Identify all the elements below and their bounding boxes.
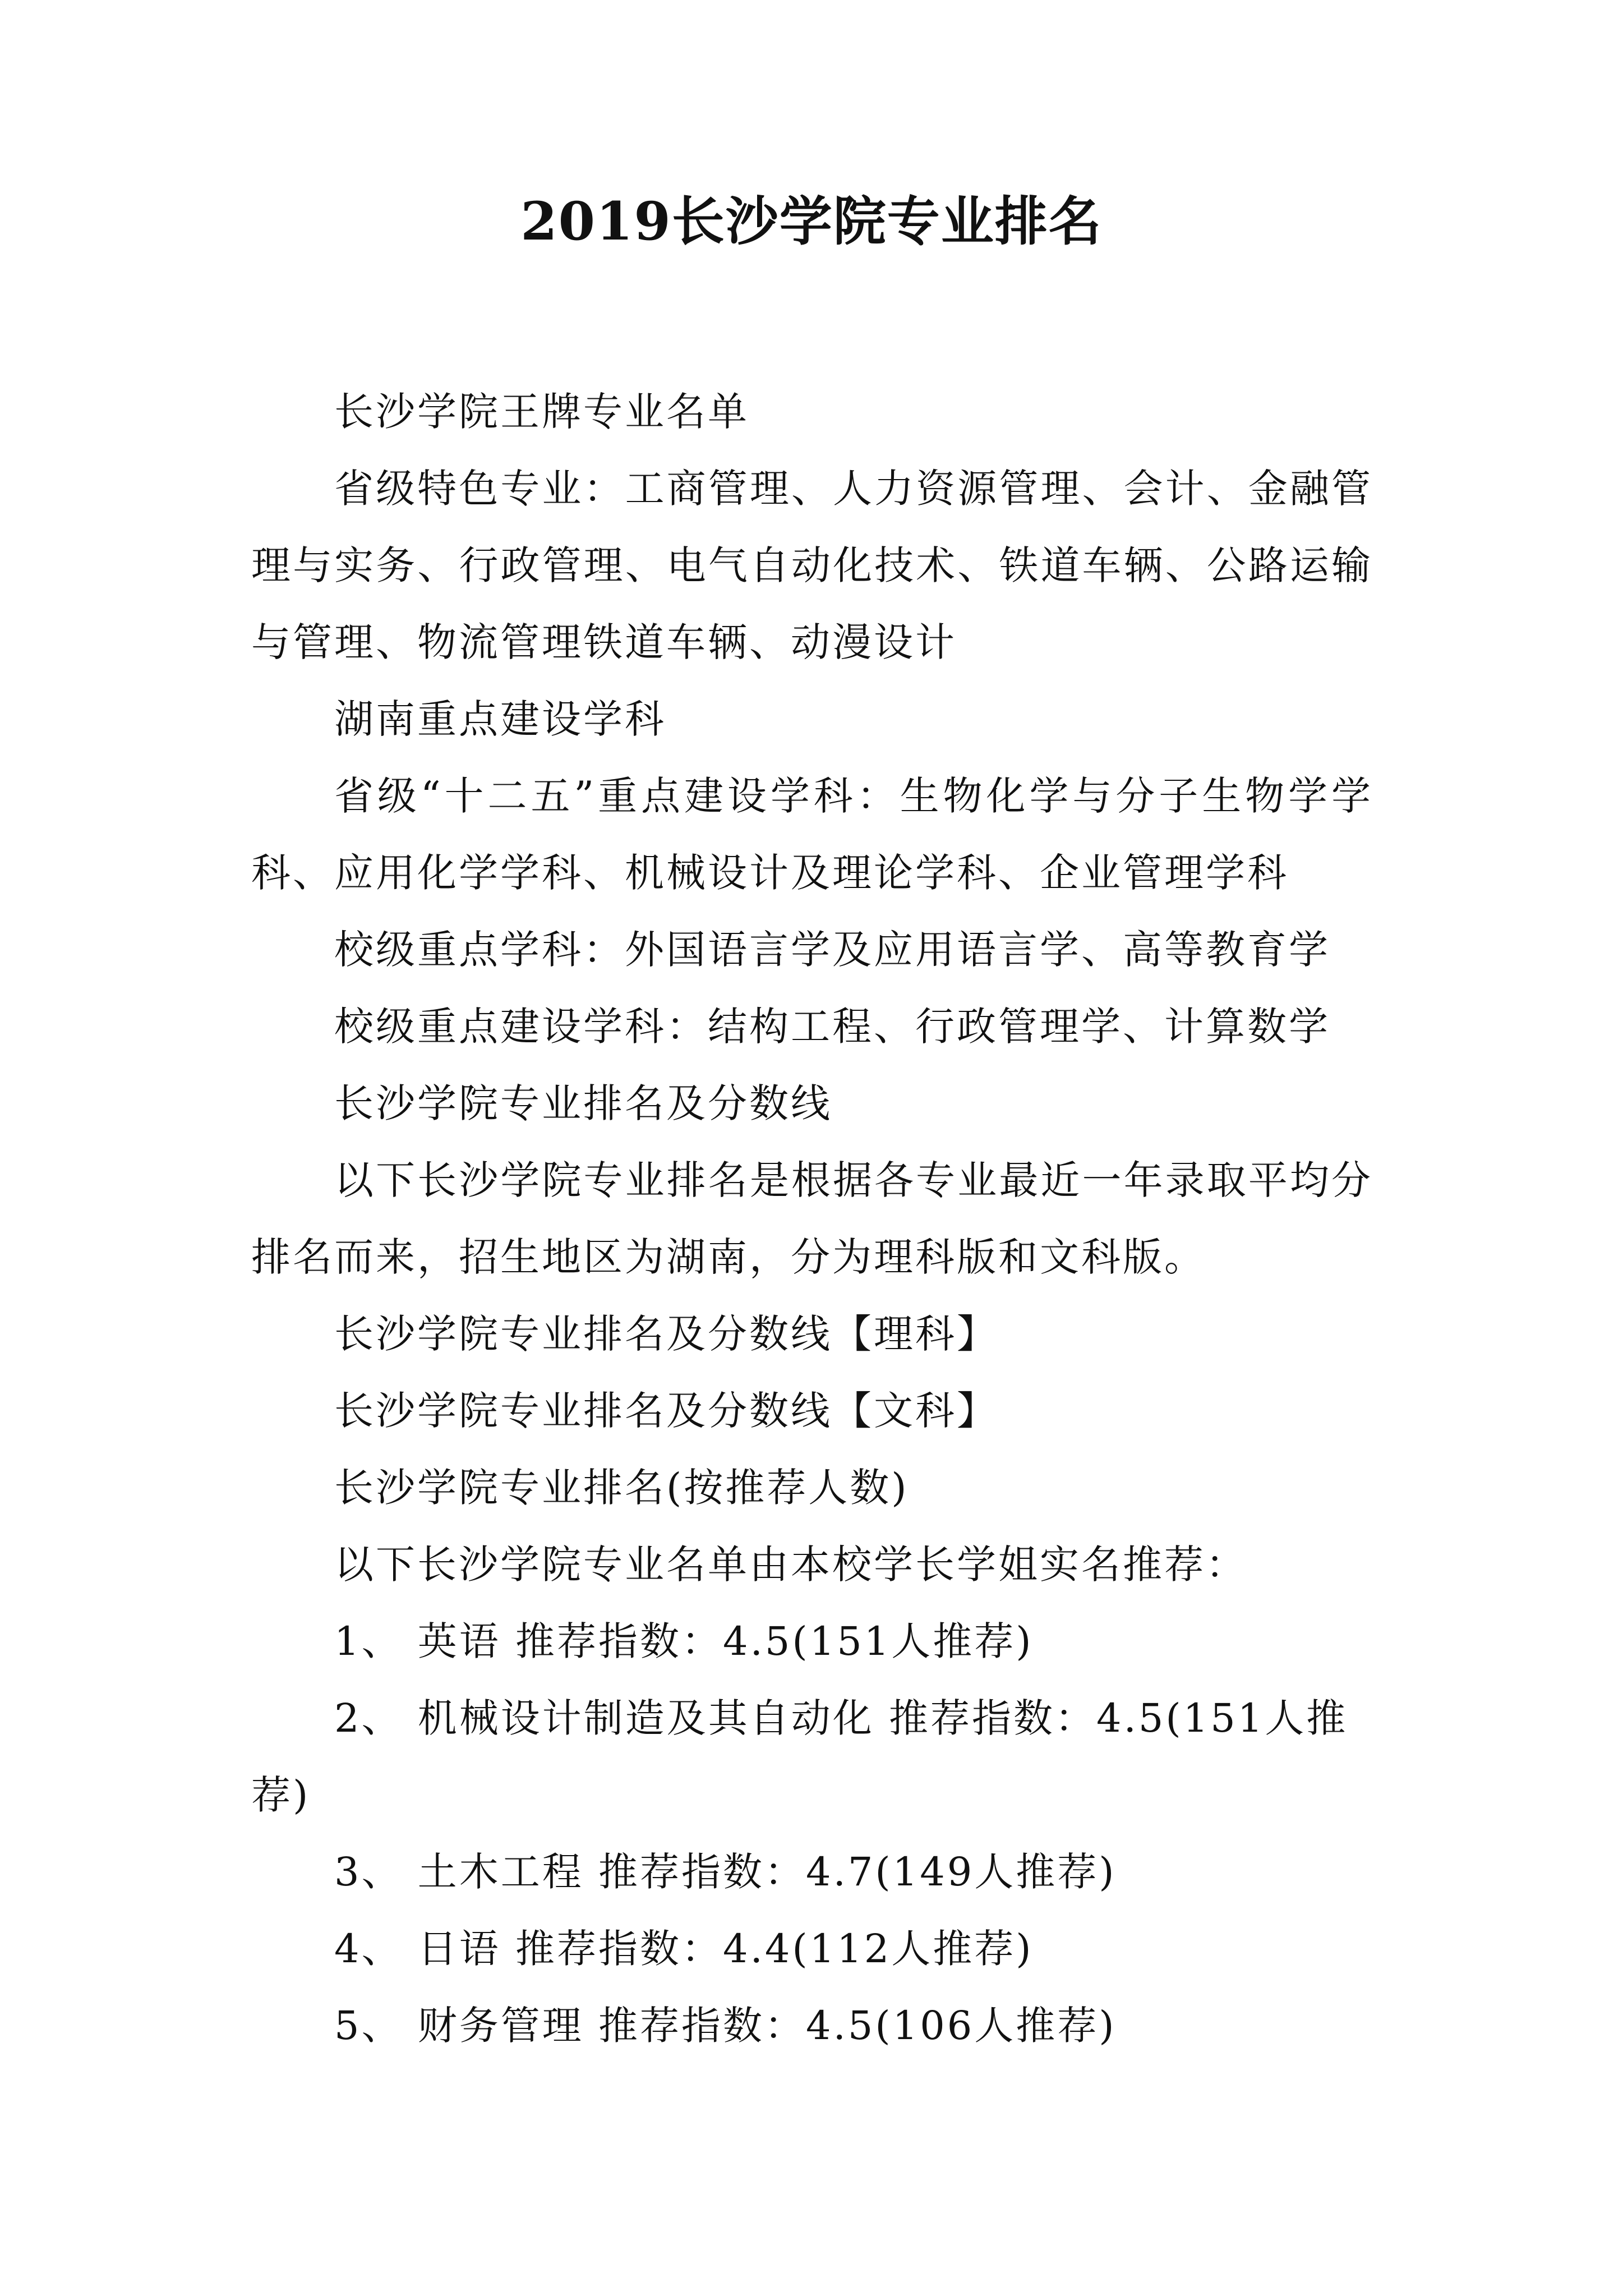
paragraph-school-key-disciplines: 校级重点学科：外国语言学及应用语言学、高等教育学 — [334, 927, 1330, 973]
paragraph-recommendation-intro: 以下长沙学院专业名单由本校学长学姐实名推荐： — [334, 1542, 1247, 1588]
paragraph-school-key-construction-disciplines: 校级重点建设学科：结构工程、行政管理学、计算数学 — [334, 1004, 1330, 1050]
list-item: 1、 英语 推荐指数：4.5(151人推荐) — [334, 1618, 1034, 1664]
list-item: 4、 日语 推荐指数：4.4(112人推荐) — [334, 1926, 1034, 1972]
paragraph-ranking-description: 以下长沙学院专业排名是根据各专业最近一年录取平均分排名而来，招生地区为湖南，分为理科版和文科版。 — [251, 1157, 1373, 1280]
list-item: 5、 财务管理 推荐指数：4.5(106人推荐) — [334, 2003, 1117, 2049]
section-heading-key-disciplines: 湖南重点建设学科 — [334, 696, 666, 742]
section-heading-ace-majors: 长沙学院王牌专业名单 — [334, 389, 749, 435]
section-heading-ranking-by-recommendation: 长沙学院专业排名(按推荐人数) — [334, 1465, 909, 1511]
link-ranking-liberal-arts: 长沙学院专业排名及分数线【文科】 — [334, 1388, 998, 1434]
section-heading-ranking-scores: 长沙学院专业排名及分数线 — [334, 1080, 832, 1126]
paragraph-provincial-key-disciplines: 省级“十二五”重点建设学科：生物化学与分子生物学学科、应用化学学科、机械设计及理论学科、企业管理学科 — [251, 773, 1373, 896]
document-body — [251, 374, 1373, 2064]
list-item: 2、 机械设计制造及其自动化 推荐指数：4.5(151人推荐) — [251, 1695, 1348, 1818]
list-item: 3、 土木工程 推荐指数：4.7(149人推荐) — [334, 1849, 1117, 1895]
page-title: 2019长沙学院专业排名 — [520, 191, 1103, 252]
link-ranking-science: 长沙学院专业排名及分数线【理科】 — [334, 1311, 998, 1357]
paragraph-provincial-featured-majors: 省级特色专业：工商管理、人力资源管理、会计、金融管理与实务、行政管理、电气自动化技术、铁道车辆、公路运输与管理、物流管理铁道车辆、动漫设计 — [251, 466, 1373, 665]
